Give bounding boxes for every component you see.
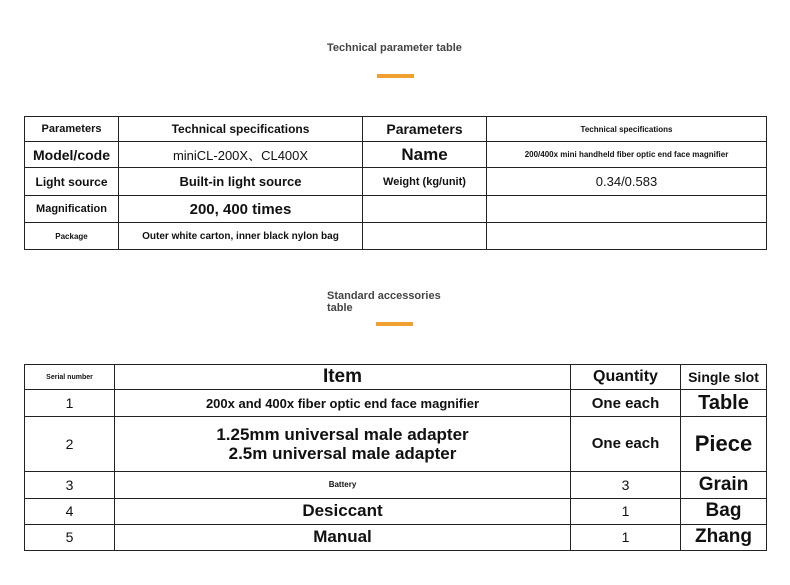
table-row: [25, 471, 767, 498]
table-header-row: [25, 365, 767, 390]
table-cell: 1.25mm universal male adapter 2.5m universal male adapter: [115, 417, 571, 471]
table-cell: One each: [571, 417, 681, 471]
table-cell: Desiccant: [115, 498, 571, 524]
table-cell: Magnification: [25, 196, 119, 223]
table-cell: Technical specifications: [487, 117, 767, 142]
table-cell: Built-in light source: [119, 168, 363, 196]
table-row: [25, 524, 767, 550]
section-title-technical-parameters: Technical parameter table: [327, 42, 462, 54]
table-cell: Battery: [115, 471, 571, 498]
table-cell: 200, 400 times: [119, 196, 363, 223]
table-row: [25, 417, 767, 471]
table-cell: Piece: [681, 417, 767, 471]
table-cell: 200/400x mini handheld fiber optic end face magnifier: [487, 142, 767, 168]
column-header: Serial number: [25, 365, 115, 390]
table-cell: Light source: [25, 168, 119, 196]
column-header: Item: [115, 365, 571, 390]
section-title-standard-accessories: Standard accessories table: [327, 290, 441, 314]
table-cell: Bag: [681, 498, 767, 524]
table-cell: Parameters: [25, 117, 119, 142]
table-cell: Manual: [115, 524, 571, 550]
table-cell: 5: [25, 524, 115, 550]
title-accent-bar: [377, 74, 414, 78]
table-row: [25, 498, 767, 524]
table-row: [25, 196, 767, 223]
table-row: [25, 390, 767, 417]
table-cell: Grain: [681, 471, 767, 498]
standard-accessories-table: [24, 364, 767, 551]
table-cell: 3: [25, 471, 115, 498]
table-row: [25, 142, 767, 168]
table-cell: Zhang: [681, 524, 767, 550]
table-cell: 200x and 400x fiber optic end face magnifier: [115, 390, 571, 417]
table-cell: [487, 223, 767, 250]
table-cell: Technical specifications: [119, 117, 363, 142]
table-row: [25, 223, 767, 250]
table-row: [25, 168, 767, 196]
column-header: Quantity: [571, 365, 681, 390]
table-cell: 0.34/0.583: [487, 168, 767, 196]
table-cell: 1: [25, 390, 115, 417]
table-cell: One each: [571, 390, 681, 417]
table-cell: Model/code: [25, 142, 119, 168]
table-cell: [487, 196, 767, 223]
table-cell: 1: [571, 524, 681, 550]
table-cell: [363, 196, 487, 223]
table-cell: Weight (kg/unit): [363, 168, 487, 196]
column-header: Single slot: [681, 365, 767, 390]
table-cell: 1: [571, 498, 681, 524]
table-cell: [363, 223, 487, 250]
table-cell: 4: [25, 498, 115, 524]
table-row: [25, 117, 767, 142]
table-cell: Parameters: [363, 117, 487, 142]
table-cell: Package: [25, 223, 119, 250]
table-cell: Table: [681, 390, 767, 417]
table-cell: miniCL-200X、CL400X: [119, 142, 363, 168]
table-cell: 2: [25, 417, 115, 471]
table-cell: 3: [571, 471, 681, 498]
technical-parameter-table: [24, 116, 767, 250]
title-accent-bar: [376, 322, 413, 326]
table-cell: Name: [363, 142, 487, 168]
table-cell: Outer white carton, inner black nylon bag: [119, 223, 363, 250]
